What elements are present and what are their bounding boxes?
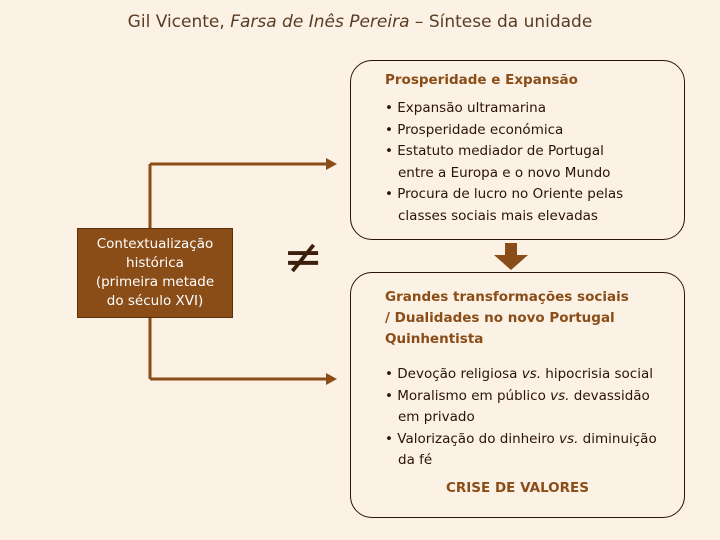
title-prefix: Gil Vicente,: [127, 12, 231, 32]
arrowhead-bottom: [326, 373, 337, 385]
list-item: • Valorização do dinheiro vs. diminuição: [385, 430, 657, 447]
list-item: • Estatuto mediador de Portugal: [385, 143, 604, 159]
list-item: em privado: [398, 409, 475, 425]
list-item: • Moralismo em público vs. devassidão: [385, 387, 650, 404]
prosperity-heading: Prosperidade e Expansão: [385, 72, 578, 88]
list-item: classes sociais mais elevadas: [398, 207, 598, 224]
transformations-list: [385, 364, 657, 472]
not-equal-symbol: ≠: [283, 229, 324, 285]
context-box: [77, 228, 233, 318]
heading-line: Grandes transformações sociais: [385, 289, 629, 305]
list-item: • Prosperidade económica: [385, 121, 564, 138]
context-line: (primeira metade: [95, 274, 215, 290]
prosperity-box: [350, 60, 685, 240]
list-item: da fé: [398, 452, 433, 468]
arrowhead-top: [326, 158, 337, 170]
transformations-heading: [385, 287, 629, 350]
context-line: histórica: [126, 255, 184, 271]
prosperity-list: [385, 98, 623, 227]
title-work: Farsa de Inês Pereira: [230, 12, 410, 32]
crisis-label: CRISE DE VALORES: [445, 480, 589, 496]
list-item: entre a Europa e o novo Mundo: [398, 164, 611, 181]
heading-line: Quinhentista: [385, 331, 484, 347]
transformations-box: [350, 272, 685, 518]
down-arrow-head: [494, 255, 528, 270]
context-line: Contextualização: [96, 236, 214, 252]
list-item: • Devoção religiosa vs. hipocrisia social: [385, 366, 654, 382]
list-item: • Procura de lucro no Oriente pelas: [385, 186, 624, 202]
heading-line: / Dualidades no novo Portugal: [385, 310, 615, 326]
list-item: • Expansão ultramarina: [385, 100, 547, 116]
context-line: do século XVI): [106, 293, 204, 309]
title-suffix: – Síntese da unidade: [409, 12, 593, 32]
